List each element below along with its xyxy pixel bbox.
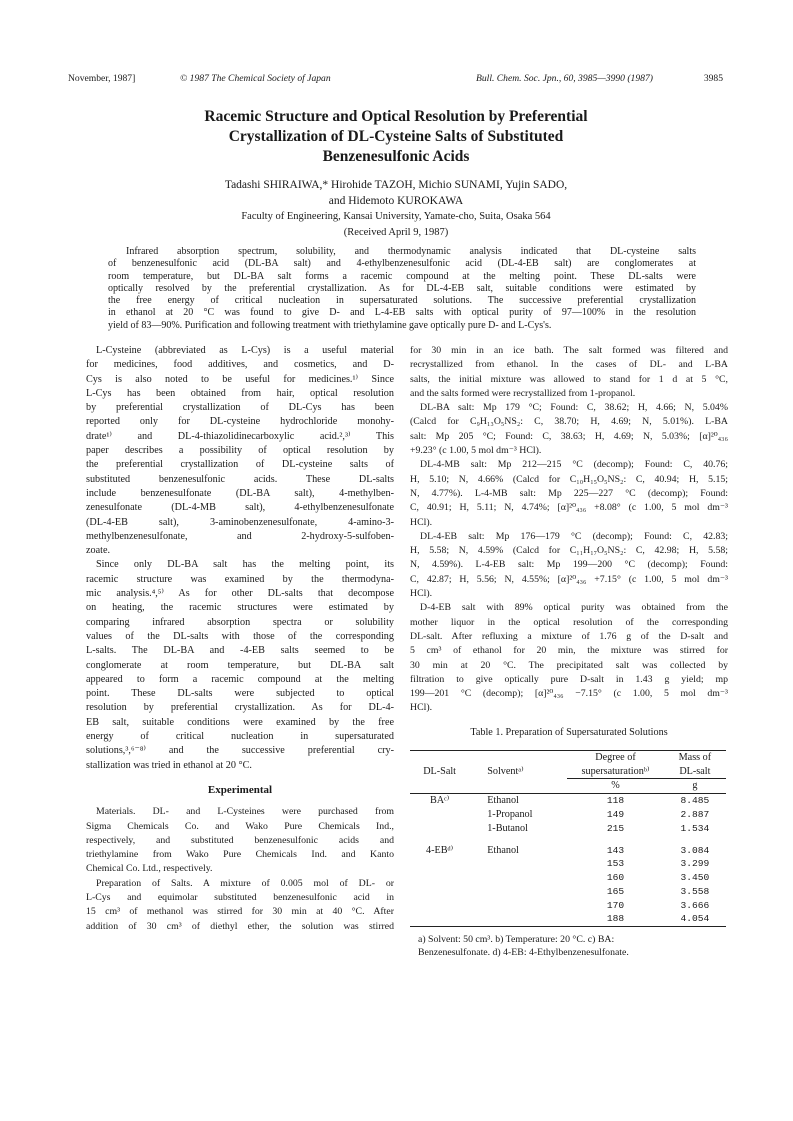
text-line: 15 cm³ of methanol was stirred for 30 min at 40 °C. After	[86, 906, 394, 918]
journal-citation: Bull. Chem. Soc. Jpn., 60, 3985—3990 (1987)	[476, 73, 653, 84]
text-line: 199—201 °C (decomp); [α]²⁰₄₃₆ −7.15° (c 1.00, 5 mol dm⁻³	[410, 688, 728, 700]
supersaturated-solutions-table	[410, 750, 726, 928]
text-line: reported only for DL-cysteine hydrochloride monohy-	[86, 416, 394, 428]
affiliation: Faculty of Engineering, Kansai University, Yamate-cho, Suita, Osaka 564	[241, 211, 551, 222]
text-line: the preferential crystallization of DL-cysteine salts of	[86, 459, 394, 471]
section-heading-experimental: Experimental	[207, 783, 273, 796]
text-line: Preparation of Salts. A mixture of 0.005 mol of DL- or	[96, 877, 394, 889]
running-head	[68, 72, 723, 86]
cell-solvent	[469, 871, 567, 885]
text-line: solutions,³,⁶⁻⁸⁾ and the successive preferential cry-	[86, 745, 394, 757]
d-eb-salt-paragraph	[410, 601, 728, 715]
preparation-continued	[410, 344, 728, 401]
author-list-cont: and Hidemoto KUROKAWA	[328, 195, 464, 207]
text-line: for medicines, food additives, and cosmetics, and D-	[86, 359, 394, 371]
text-line: DL-BA salt: Mp 179 °C; Found: C, 38.62; H, 4.66; N, 5.04%	[420, 402, 728, 414]
cell-degree: 143	[606, 844, 625, 856]
footnote-line: Benzenesulfonate. d) 4-EB: 4-Ethylbenzenesulfonate.	[418, 947, 629, 959]
issue-date: November, 1987]	[68, 73, 136, 84]
cell-salt: BAᶜ⁾	[429, 795, 450, 807]
cell-salt	[410, 808, 469, 822]
text-line: (DL-4-EB salt), 3-aminobenzenesulfonate, 4-amino-3-	[86, 516, 394, 528]
cell-degree: 153	[606, 858, 625, 870]
text-line: recrystallized from ethanol. In the cases of DL- and L-BA	[410, 359, 728, 371]
header-salt-label: DL-Salt	[423, 765, 457, 777]
text-line: L-Cysteine (abbreviated as L-Cys) is a useful material	[96, 345, 394, 356]
cell-solvent	[469, 912, 567, 926]
text-line: methylbenzenesulfonate, and 2-hydroxy-5-sulfoben-	[86, 530, 394, 542]
text-line: paper describes a possibility of optical resolution by	[86, 445, 394, 457]
text-line: substituted benzenesulfonic acids. These DL-salts	[86, 473, 394, 485]
cell-degree: 160	[606, 872, 625, 884]
text-line: Chemical Co. Ltd., respectively.	[86, 863, 213, 875]
cell-solvent	[469, 885, 567, 899]
text-line: addition of 30 cm³ of diethyl ether, the solution was stirred	[86, 920, 394, 932]
text-line: N, 4.77%). L-4-MB salt: Mp 225—227 °C (decomp); Found:	[410, 487, 728, 499]
text-line: 5 cm³ of ethanol for 20 min, the mixture was stirred for	[410, 645, 728, 657]
text-line: DL-4-EB salt: Mp 176—179 °C (decomp); Found: C, 42.83;	[420, 530, 728, 542]
table-footnotes	[410, 933, 728, 959]
text-line: 30 min at 20 °C. The precipitated salt was collected by	[410, 659, 728, 671]
header-degree-label: supersaturationᵇ⁾	[567, 765, 664, 779]
text-line: Since only DL-BA salt has the melting point, its	[96, 559, 394, 571]
ba-salt-data	[410, 401, 728, 458]
text-line: for 30 min in an ice bath. The salt formed was filtered and	[410, 345, 728, 356]
cell-degree: 165	[606, 885, 625, 897]
text-line: stallization was tried in ethanol at 20 °C.	[86, 759, 252, 771]
table-row	[410, 836, 726, 858]
table-row	[410, 885, 726, 899]
text-line: H, 5.58; N, 4.59% (Calcd for C₁₁H₁₇O₅NS₂: C, 42.98; H, 5.58;	[410, 545, 728, 557]
text-line: comparing infrared absorption spectra or solubility	[86, 616, 394, 628]
header-solvent	[469, 750, 567, 764]
abstract-line: Infrared absorption spectrum, solubility, and thermodynamic analysis indicated that DL-cysteine salts	[126, 246, 696, 257]
text-line: L-Cys has been obtained from hair, optical resolution	[86, 387, 394, 399]
cell-degree: 149	[606, 808, 625, 820]
intro-paragraph	[86, 344, 394, 558]
cell-salt	[410, 885, 469, 899]
cell-salt	[410, 857, 469, 871]
text-line: Cys is also noted to be useful for medicines.¹⁾ Since	[86, 373, 394, 385]
racemic-structure-paragraph	[86, 558, 394, 772]
cell-mass: 8.485	[680, 795, 710, 807]
text-line: drate¹⁾ and DL-4-thiazolidinecarboxylic acid.²,³⁾ This	[86, 430, 394, 442]
text-line: DL-4-MB salt: Mp 212—215 °C (decomp); Found: C, 40.76;	[420, 459, 728, 471]
title-line: Crystallization of DL-Cysteine Salts of Substituted	[228, 128, 564, 145]
text-line: mic analysis.⁴,⁵⁾ As for other DL-salts that decompose	[86, 588, 394, 600]
cell-solvent: Ethanol	[487, 844, 519, 856]
text-line: Materials. DL- and L-Cysteines were purchased from	[96, 806, 394, 818]
text-line: H, 5.10; N, 4.66% (Calcd for C₁₀H₁₅O₅NS₂: C, 40.94; H, 5.15;	[410, 473, 728, 485]
text-line: HCl).	[410, 588, 433, 600]
cell-mass: 1.534	[680, 822, 710, 834]
cell-mass: 2.887	[680, 808, 710, 820]
header-salt	[410, 750, 469, 764]
left-column	[86, 344, 394, 934]
header-blank	[410, 779, 469, 794]
author-list: Tadashi SHIRAIWA,* Hirohide TAZOH, Michio SUNAMI, Yujin SADO,	[224, 179, 568, 191]
abstract-line: optically resolved by the preferential crystallization. As for DL-4-EB salt, suitable conditions were estimated by	[108, 282, 696, 294]
table-row	[410, 857, 726, 871]
cell-solvent: Ethanol	[487, 795, 519, 807]
text-line: salts, the initial mixture was allowed to stand for 1 d at 5 °C,	[410, 373, 728, 385]
header-solvent-label: Solventᵃ⁾	[487, 765, 524, 777]
text-line: conglomerate at room temperature, but DL-BA salt	[86, 659, 394, 671]
cell-salt: 4-EBᵈ⁾	[426, 844, 454, 856]
abstract-line: the free energy of critical nucleation in supersaturated solutions. The successive preferential crystallization	[108, 295, 696, 307]
table-row	[410, 871, 726, 885]
text-line: values of the DL-salts with those of the corresponding	[86, 630, 394, 642]
text-line: salt: Mp 205 °C; Found: C, 38.63; H, 4.69; N, 5.03%; [α]²⁰₄₃₆	[410, 430, 728, 442]
text-line: L-Cys and equimolar substituted benzenesulfonic acid in	[86, 891, 394, 903]
text-line: L-salts. The DL-BA and -4-EB salts seemed to be	[86, 645, 394, 657]
author-block	[110, 177, 682, 241]
text-line: appeared to form a racemic compound at the melting	[86, 673, 394, 685]
text-line: HCl).	[410, 516, 433, 528]
abstract-line: yield of 83—90%. Purification and following treatment with triethylamine gave optically pure D- and L-Cys's.	[108, 319, 552, 331]
text-line: point. These DL-salts were subjected to optical	[86, 688, 394, 700]
materials-paragraph	[86, 805, 394, 876]
text-line: zenesulfonate (DL-4-MB salt), 4-ethylbenzenesulfonate	[86, 502, 394, 514]
cell-mass: 3.084	[680, 844, 710, 856]
right-column	[410, 344, 728, 959]
cell-degree: 188	[567, 912, 664, 926]
header-degree: Degree of	[567, 750, 664, 764]
cell-solvent: 1-Butanol	[487, 822, 528, 834]
article-title	[110, 107, 682, 167]
text-line: and the salts formed were recrystallized from 1-propanol.	[410, 387, 636, 399]
header-degree-unit: %	[567, 779, 664, 794]
header-mass-unit: g	[664, 779, 726, 794]
abstract-line: room temperature, but DL-BA salt forms a racemic compound at the melting point. These DL-salts were	[108, 270, 696, 282]
text-line: HCl).	[410, 702, 433, 714]
footnote-line: a) Solvent: 50 cm³. b) Temperature: 20 °C. c) BA:	[418, 934, 615, 946]
cell-solvent	[469, 899, 567, 913]
header-mass-label: DL-salt	[664, 765, 726, 779]
cell-degree: 118	[606, 795, 625, 807]
text-line: C, 40.91; H, 5.11; N, 4.74%; [α]²⁰₄₃₆ +8.08° (c 1.00, 5 mol dm⁻³	[410, 502, 728, 514]
header-blank	[469, 779, 567, 794]
abstract-line: of benzenesulfonic acid (DL-BA salt) and 4-ethylbenzenesulfonic acid (DL-4-EB salt) are conglomerates at	[108, 258, 696, 270]
received-date: (Received April 9, 1987)	[343, 227, 449, 238]
text-line: filtration to give optically pure D-salt in 1.43 g yield; mp	[410, 673, 728, 685]
text-line: energy of critical nucleation in supersaturated	[86, 731, 394, 743]
text-line: triethylamine from Wako Pure Chemicals Ind. and Kanto	[86, 849, 394, 861]
page-number: 3985	[703, 73, 723, 84]
text-line: racemic structure was examined by the thermodyna-	[86, 573, 394, 585]
cell-salt	[410, 822, 469, 836]
table-caption: Table 1. Preparation of Supersaturated Solutions	[470, 726, 668, 738]
text-line: on heating, the racemic structures were estimated by	[86, 602, 394, 614]
text-line: EB salt, suitable conditions were examined by the free	[86, 716, 394, 728]
text-line: D-4-EB salt with 89% optical purity was obtained from the	[420, 602, 728, 614]
text-line: Sigma Chemicals Co. and Wako Pure Chemicals Ind.,	[86, 820, 394, 832]
cell-mass: 3.666	[680, 899, 710, 911]
abstract	[108, 246, 696, 332]
cell-mass: 3.558	[680, 885, 710, 897]
table-row	[410, 794, 726, 808]
title-line: Racemic Structure and Optical Resolution by Preferential	[204, 108, 588, 125]
text-line: by preferential crystallization of DL-Cys has been	[86, 402, 394, 414]
text-line: zoate.	[86, 545, 111, 557]
table-row	[410, 899, 726, 913]
copyright-notice: © 1987 The Chemical Society of Japan	[180, 73, 331, 84]
cell-degree: 215	[606, 822, 625, 834]
abstract-line: in ethanol at 20 °C was found to give D- and L-4-EB salts with optical purity of 97—100% in the resolution	[108, 307, 696, 319]
cell-salt	[410, 899, 469, 913]
cell-solvent	[469, 857, 567, 871]
text-line: respectively, and substituted benzenesulfonic acids and	[86, 834, 394, 846]
mb-salt-data	[410, 458, 728, 529]
table-row	[410, 912, 726, 926]
cell-degree: 170	[606, 899, 625, 911]
text-line: include benzenesulfonate (DL-BA salt), 4-methylben-	[86, 487, 394, 499]
cell-mass: 3.299	[680, 858, 710, 870]
cell-mass: 4.054	[664, 912, 726, 926]
text-line: resolution by preferential crystallization. As for DL-4-	[86, 702, 394, 714]
header-mass: Mass of	[664, 750, 726, 764]
eb-salt-data	[410, 530, 728, 601]
cell-solvent: 1-Propanol	[487, 808, 533, 820]
cell-salt	[410, 912, 469, 926]
table-row	[410, 808, 726, 822]
text-line: +9.23° (c 1.00, 5 mol dm⁻³ HCl).	[410, 445, 542, 457]
cell-mass: 3.450	[680, 872, 710, 884]
text-line: N, 4.59%). L-4-EB salt: Mp 199—200 °C (decomp); Found:	[410, 559, 728, 571]
preparation-paragraph	[86, 877, 394, 934]
title-line: Benzenesulfonic Acids	[322, 148, 470, 165]
table-row	[410, 822, 726, 836]
cell-salt	[410, 871, 469, 885]
text-line: C, 42.87; H, 5.56; N, 4.55%; [α]²⁰₄₃₆ +7.15° (c 1.00, 5 mol dm⁻³	[410, 573, 728, 585]
text-line: (Calcd for C₉H₁₃O₅NS₂: C, 38.70; H, 4.69; N, 5.01%). L-BA	[410, 416, 728, 428]
text-line: mother liquor in the optical resolution of the corresponding	[410, 616, 728, 628]
text-line: DL-salt. After refluxing a mixture of 1.76 g of the D-salt and	[410, 630, 728, 642]
